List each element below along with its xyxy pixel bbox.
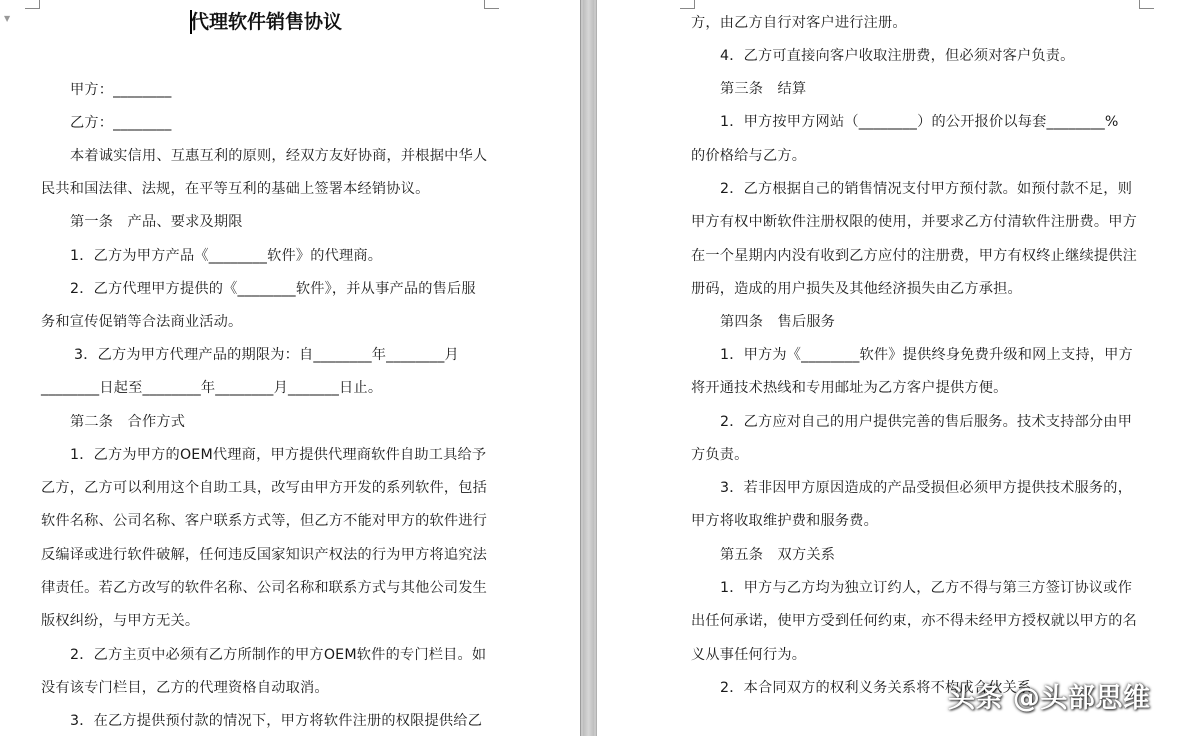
paragraph-line[interactable]: 义从事任何行为。	[691, 647, 807, 663]
paragraph-line[interactable]: 第四条 售后服务	[720, 314, 836, 330]
paragraph-line[interactable]: 3．乙方为甲方代理产品的期限为：自________年________月	[74, 347, 459, 363]
paragraph-line[interactable]: 本着诚实信用、互惠互利的原则，经双方友好协商，并根据中华人	[70, 148, 488, 164]
paragraph-line[interactable]: 版权纠纷，与甲方无关。	[41, 613, 200, 629]
paragraph-line[interactable]: 甲方将收取维护费和服务费。	[691, 513, 879, 529]
paragraph-line[interactable]: 出任何承诺，使甲方受到任何约束，亦不得未经甲方授权就以甲方的名	[691, 613, 1138, 629]
paragraph-line[interactable]: 3．在乙方提供预付款的情况下，甲方将软件注册的权限提供给乙	[70, 713, 483, 729]
paragraph-line[interactable]: 1．甲方按甲方网站（________）的公开报价以每套________%	[720, 114, 1119, 130]
paragraph-line[interactable]: 册码，造成的用户损失及其他经济损失由乙方承担。	[691, 281, 1022, 297]
paragraph-line[interactable]: 没有该专门栏目，乙方的代理资格自动取消。	[41, 680, 329, 696]
document-page-left[interactable]	[0, 0, 580, 736]
paragraph-line[interactable]: 1．甲方与乙方均为独立订约人，乙方不得与第三方签订协议或作	[720, 580, 1133, 596]
paragraph-line[interactable]: 第一条 产品、要求及期限	[70, 214, 243, 230]
collapse-arrow-icon[interactable]: ▼	[4, 14, 11, 23]
paragraph-line[interactable]: 的价格给与乙方。	[691, 148, 807, 164]
paragraph-line[interactable]: 将开通技术热线和专用邮址为乙方客户提供方便。	[691, 380, 1008, 396]
paragraph-line[interactable]: 甲方有权中断软件注册权限的使用，并要求乙方付清软件注册费。甲方	[691, 214, 1138, 230]
paragraph-line[interactable]: ________日起至________年________月_______日止。	[41, 380, 383, 396]
paragraph-line[interactable]: 在一个星期内内没有收到乙方应付的注册费，甲方有权终止继续提供注	[691, 248, 1138, 264]
document-title[interactable]: 代理软件销售协议	[190, 11, 343, 33]
margin-corner-mark	[484, 0, 499, 9]
paragraph-line[interactable]: 乙方，乙方可以利用这个自助工具，改写由甲方开发的系列软件，包括	[41, 480, 488, 496]
paragraph-line[interactable]: 第五条 双方关系	[720, 547, 836, 563]
paragraph-line[interactable]: 软件名称、公司名称、客户联系方式等，但乙方不能对甲方的软件进行	[41, 513, 488, 529]
paragraph-line[interactable]: 民共和国法律、法规，在平等互利的基础上签署本经销协议。	[41, 181, 430, 197]
paragraph-line[interactable]: 律责任。若乙方改写的软件名称、公司名称和联系方式与其他公司发生	[41, 580, 488, 596]
paragraph-line[interactable]: 3．若非因甲方原因造成的产品受损但必须甲方提供技术服务的，	[720, 480, 1133, 496]
paragraph-line[interactable]: 2．乙方根据自己的销售情况支付甲方预付款。如预付款不足，则	[720, 181, 1133, 197]
margin-corner-mark	[25, 0, 40, 9]
watermark-text: 头条 @头部思维	[948, 683, 1151, 714]
paragraph-line[interactable]: 2．本合同双方的权利义务关系将不构成合伙关系	[720, 680, 1032, 696]
paragraph-line[interactable]: 1．乙方为甲方产品《________软件》的代理商。	[70, 248, 383, 264]
paragraph-line[interactable]: 1．甲方为《________软件》提供终身免费升级和网上支持，甲方	[720, 347, 1133, 363]
paragraph-line[interactable]: 方负责。	[691, 447, 749, 463]
paragraph-line[interactable]: 第二条 合作方式	[70, 414, 186, 430]
paragraph-line[interactable]: 4．乙方可直接向客户收取注册费，但必须对客户负责。	[720, 48, 1075, 64]
page-gutter	[580, 0, 597, 736]
document-page-right[interactable]	[597, 0, 1187, 736]
margin-corner-mark	[680, 0, 695, 9]
paragraph-line[interactable]: 1．乙方为甲方的OEM代理商，甲方提供代理商软件自助工具给予	[70, 447, 487, 463]
paragraph-line[interactable]: 2．乙方应对自己的用户提供完善的售后服务。技术支持部分由甲	[720, 414, 1133, 430]
paragraph-line[interactable]: 乙方：________	[70, 115, 172, 131]
paragraph-line[interactable]: 第三条 结算	[720, 81, 807, 97]
paragraph-line[interactable]: 2．乙方代理甲方提供的《________软件》，并从事产品的售后服	[70, 281, 476, 297]
paragraph-line[interactable]: 甲方：________	[70, 82, 172, 98]
paragraph-line[interactable]: 反编译或进行软件破解，任何违反国家知识产权法的行为甲方将追究法	[41, 547, 488, 563]
paragraph-line[interactable]: 方，由乙方自行对客户进行注册。	[691, 15, 907, 31]
margin-corner-mark	[1139, 0, 1154, 9]
paragraph-line[interactable]: 务和宣传促销等合法商业活动。	[41, 314, 243, 330]
paragraph-line[interactable]: 2．乙方主页中必须有乙方所制作的甲方OEM软件的专门栏目。如	[70, 647, 487, 663]
